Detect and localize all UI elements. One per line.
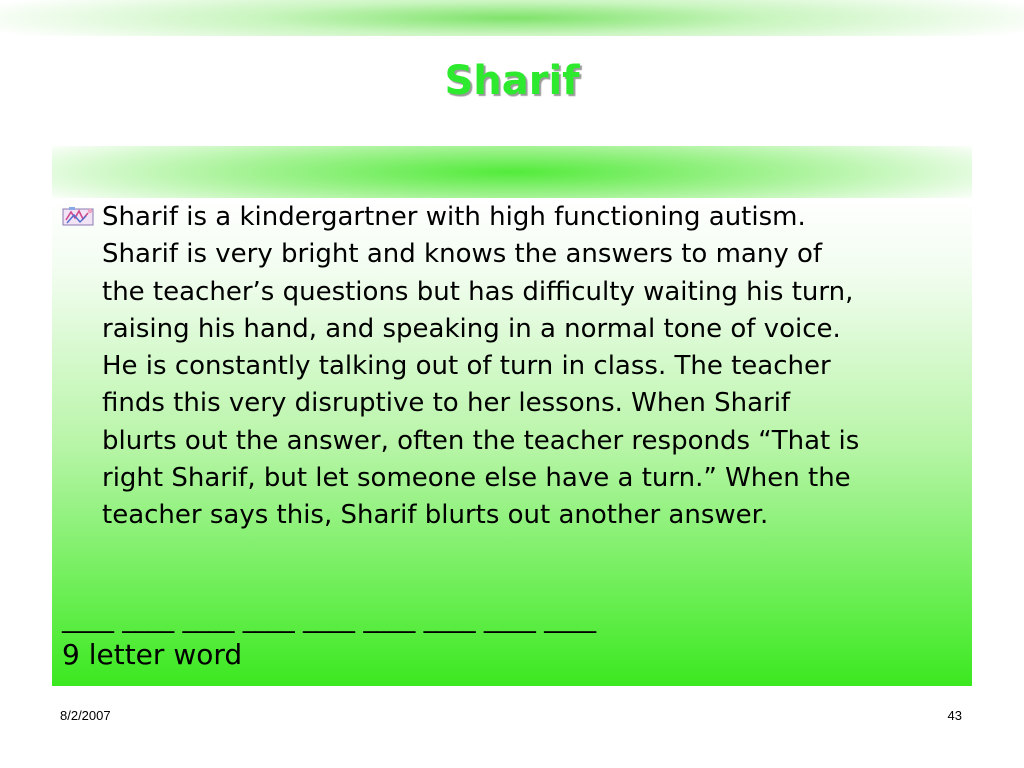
case-description-paragraph: Sharif is a kindergartner with high functioning autism. Sharif is very bright and knows the answers to many of the teacher’s questions but has difficulty waiting his turn, raising his hand, and speaking in a normal tone of voice. He is constantly talking out of turn in class. The teacher finds this very disruptive to her lessons. When Sharif blurts out the answer, often the teacher responds “That is right Sharif, but let someone else have a turn.” When the teacher says this, Sharif blurts out another answer. <box>102 202 860 531</box>
answer-blanks: ____ ____ ____ ____ ____ ____ ____ ____ ____ <box>62 604 597 634</box>
top-decorative-band <box>0 0 1024 36</box>
slide-title: Sharif <box>444 58 580 104</box>
decorative-picture-bullet-icon <box>62 206 98 228</box>
word-hint: 9 letter word <box>62 638 243 671</box>
footer-date: 8/2/2007 <box>60 708 111 723</box>
separator-band <box>52 146 972 198</box>
slide-number: 43 <box>947 708 962 723</box>
